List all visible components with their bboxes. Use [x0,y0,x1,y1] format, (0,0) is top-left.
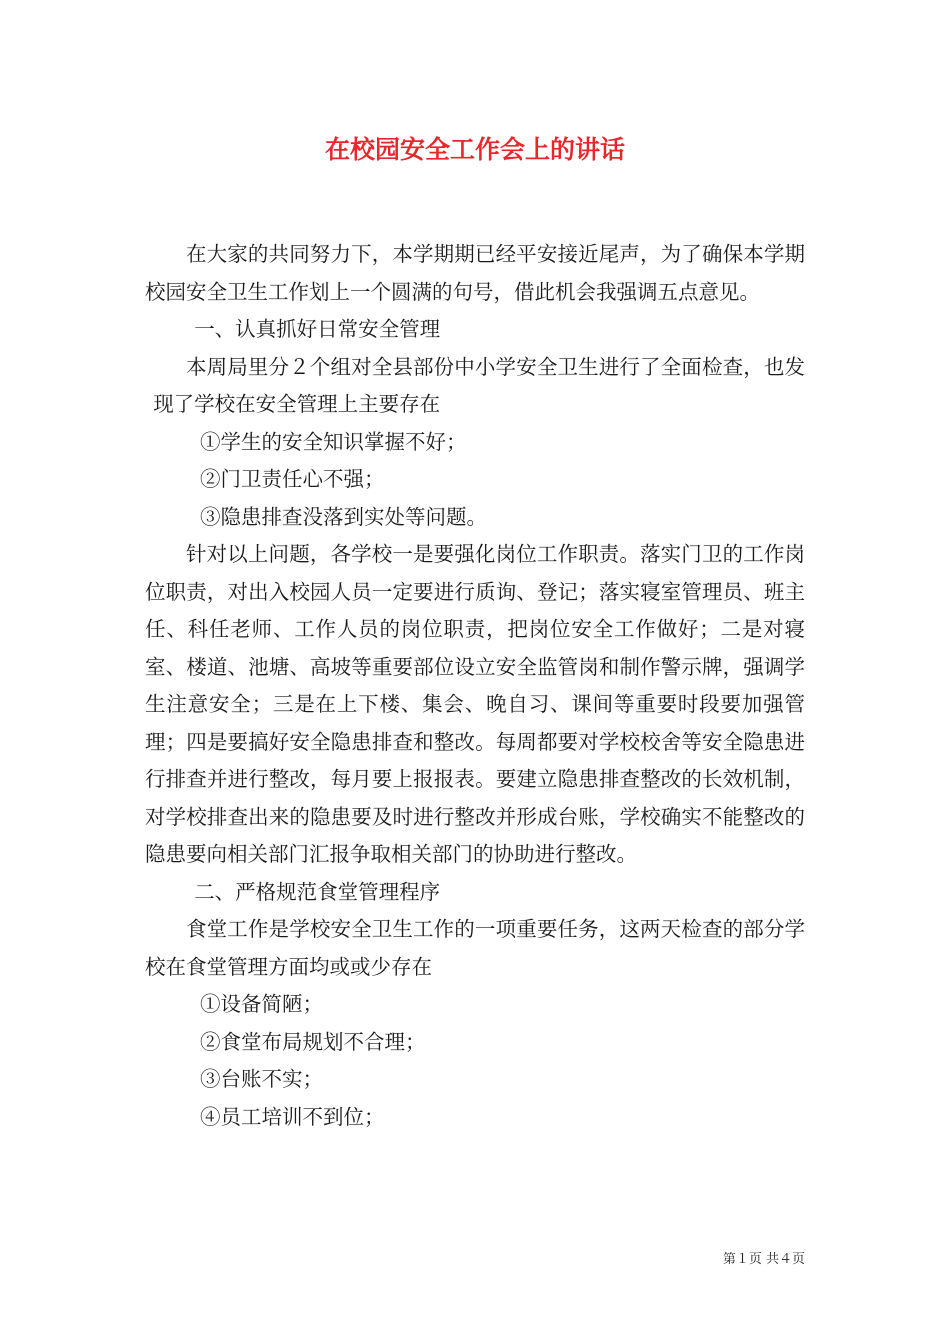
list-item: ①学生的安全知识掌握不好； [200,429,467,454]
document-title: 在校园安全工作会上的讲话 [324,135,625,164]
section-heading-1: 一、认真抓好日常安全管理 [194,317,441,341]
page-number: 第１页 共４页 [722,1252,805,1267]
paragraph-measures: 针对以上问题，各学校一是要强化岗位工作职责。落实门卫的工作岗位职责，对出入校园人员一定要进行质询、登记；落实寝室管理员、班主任、科任老师、工作人员的岗位职责，把岗位安全工作做好；二是对寝室、楼道、池塘、高坡等重要部位设立安全监管岗和制作警示牌，强调学生注意安全；三是在上下楼、集会、晚自习、课间等重要时段要加强管理；四是要搞好安全隐患排查和整改。每周都要对学校校舍等安全隐患进行排查并进行整改，每月要上报报表。要建立隐患排查整改的长效机制，对学校排查出来的隐患要及时进行整改并形成台账，学校确实不能整改的隐患要向相关部门汇报争取相关部门的协助进行整改。 [145,542,805,866]
list-item: ③隐患排查没落到实处等问题。 [200,504,487,529]
paragraph-inspection: 本周局里分２个组对全县部份中小学安全卫生进行了全面检查，也发现了学校在安全管理上主要存在 [153,354,805,416]
section-heading-2: 二、严格规范食堂管理程序 [194,879,441,904]
list-item: ③台账不实； [200,1067,323,1091]
list-item: ②门卫责任心不强； [200,467,385,491]
list-item: ②食堂布局规划不合理； [200,1029,426,1054]
paragraph-canteen: 食堂工作是学校安全卫生工作的一项重要任务，这两天检查的部分学校在食堂管理方面均或或少存在 [145,917,805,979]
document-body [145,236,805,1136]
list-item: ④员工培训不到位； [200,1104,385,1129]
paragraph-intro: 在大家的共同努力下，本学期期已经平安接近尾声，为了确保本学期校园安全卫生工作划上一个圆满的句号，借此机会我强调五点意见。 [145,242,805,304]
list-item: ①设备简陋； [200,992,323,1016]
